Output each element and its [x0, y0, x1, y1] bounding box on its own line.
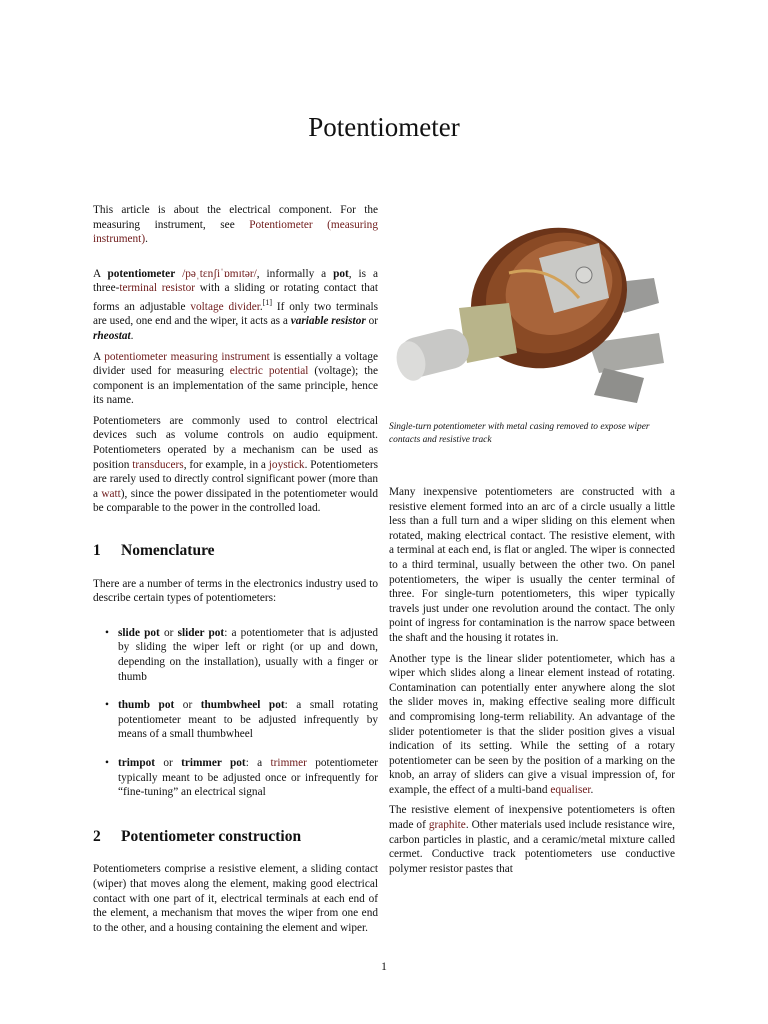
link-graphite[interactable]: graphite	[428, 819, 466, 832]
intro-paragraph: A potentiometer /pəˌtɛnʃiˈɒmɪtər/, informally a pot, is a three-terminal resistor with a sliding or rotating contact that forms an adjustable voltage divider.[1] If only two terminals are used, one end and the wiper, it acts as a variable resistor or rheostat.	[93, 267, 379, 342]
left-column	[93, 203, 378, 941]
link-trimmer[interactable]: trimmer	[270, 756, 307, 769]
construction-paragraph-4: The resistive element of inexpensive potentiometers is often made of graphite. Other materials used include resistance wire, carbon particles in plastic, and a ceramic/metal mixture called cermet. Conductive track potentiometers use conductive polymer resistor pastes that	[389, 804, 675, 875]
reference-1[interactable]: [1]	[262, 297, 273, 307]
list-item: • slide pot or slider pot: a potentiometer that is adjusted by sliding the wiper left or right (or up and down, depending on the installation), usually with a finger or thumb	[105, 626, 378, 683]
instrument-paragraph: A potentiometer measuring instrument is essentially a voltage divider used for measuring electric potential (voltage); the component is an implementation of the same principle, hence its name.	[93, 350, 378, 407]
page-number: 1	[381, 961, 387, 973]
link-terminal[interactable]: terminal	[119, 282, 157, 295]
link-potentiometer-measuring-instrument-2[interactable]: potentiometer measuring instrument	[104, 350, 270, 363]
link-transducers[interactable]: transducers	[132, 458, 184, 471]
section-heading-nomenclature: 1 Nomenclature	[93, 542, 215, 560]
link-watt[interactable]: watt	[101, 487, 121, 500]
link-voltage-divider[interactable]: voltage divider	[190, 300, 260, 313]
link-electric-potential[interactable]: electric potential	[229, 365, 309, 378]
potentiometer-photo	[389, 203, 675, 409]
link-joystick[interactable]: joystick	[268, 458, 305, 471]
link-resistor[interactable]: resistor	[161, 282, 195, 295]
link-potentiometer-measuring-instrument[interactable]: Potentiometer (measuring instrument)	[93, 218, 378, 246]
hatnote: This article is about the electrical component. For the measuring instrument, see Potentiometer (measuring instrument).	[93, 204, 378, 246]
list-item: • thumb pot or thumbwheel pot: a small rotating potentiometer meant to be adjusted infrequently by means of a small thumbwheel	[105, 699, 378, 741]
nomenclature-intro: There are a number of terms in the electronics industry used to describe certain types of potentiometers:	[93, 577, 378, 605]
right-column	[389, 485, 675, 882]
construction-paragraph-3: Another type is the linear slider potentiometer, which has a wiper which slides along a linear element instead of rotating. Contamination can potentially enter anywhere along the slot the slider moves in, making effective sealing more difficult and compromising long-term reliability. An advantage of the slider potentiometer is that the slider position gives a visual indication of its setting. While the setting of a rotary potentiometer can be seen by the position of a marking on the knob, an array of sliders can give a visual impression of, for example, the effect of a multi-band equaliser.	[389, 652, 675, 796]
construction-paragraph-1: Potentiometers comprise a resistive element, a sliding contact (wiper) that moves along the element, making good electrical contact with one part of it, electrical terminals at each end of the element, a mechanism that moves the wiper from one end to the other, and a housing containing the element and wiper.	[93, 863, 378, 934]
section-heading-construction: 2 Potentiometer construction	[93, 827, 302, 845]
link-pronunciation[interactable]: /pəˌtɛnʃiˈɒmɪtər/	[182, 267, 257, 280]
construction-paragraph-2: Many inexpensive potentiometers are constructed with a resistive element formed into an arc of a circle usually a little less than a full turn and a wiper sliding on this element when rotated, making electrical contact. The resistive element, with a terminal at each end, is flat or angled. The wiper is connected to a third terminal, usually between the other two. On panel potentiometers, the wiper is usually the center terminal of three. For single-turn potentiometers, this wiper typically travels just under one revolution around the contact. The only point of ingress for contamination is the narrow space between the shaft and the housing it rotates in.	[389, 486, 675, 644]
link-equaliser[interactable]: equaliser	[550, 783, 591, 796]
list-item: • trimpot or trimmer pot: a trimmer potentiometer typically meant to be adjusted once or infrequently for “fine-tuning” an electrical signal	[105, 756, 378, 799]
figure	[389, 203, 675, 447]
usage-paragraph: Potentiometers are commonly used to control electrical devices such as volume controls on audio equipment. Potentiometers operated by a mechanism can be used as position transducers, for example, in a joystick. Potentiometers are rarely used to directly control significant power (more than a watt), since the power dissipated in the potentiometer would be comparable to the power in the controlled load.	[93, 414, 378, 515]
page-title: Potentiometer	[308, 112, 460, 142]
pot-types-list	[93, 626, 378, 800]
figure-caption: Single-turn potentiometer with metal casing removed to expose wiper contacts and resistive track	[389, 422, 650, 445]
